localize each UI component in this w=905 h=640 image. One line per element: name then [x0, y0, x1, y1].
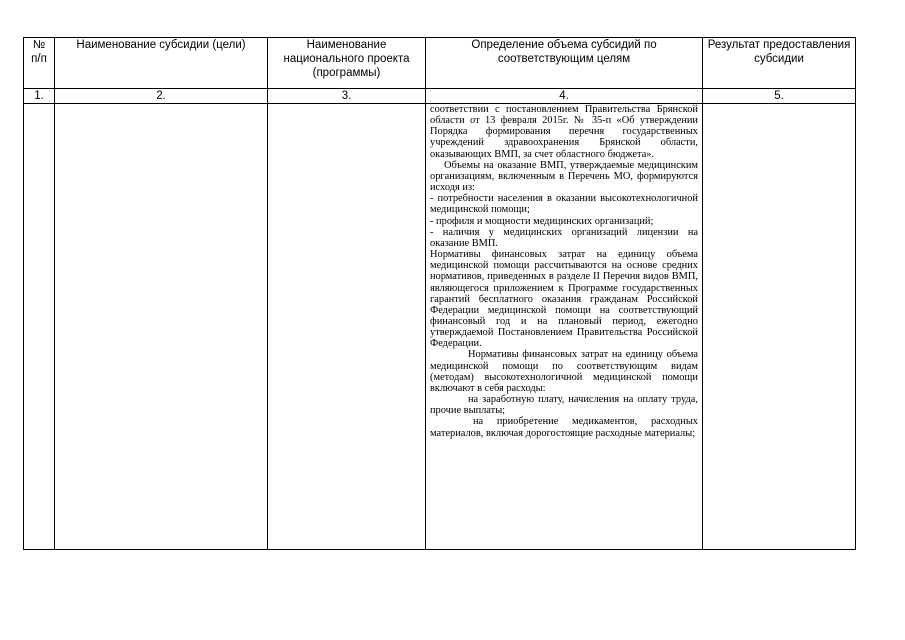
paragraph: - потребности населения в оказании высокотехнологичной медицинской помощи;	[430, 193, 698, 216]
column-number: 2.	[55, 89, 268, 104]
paragraph: Объемы на оказание ВМП, утверждаемые медицинским организациям, включенным в Перечень МО, формируются исходя из:	[430, 159, 698, 194]
column-number: 1.	[24, 89, 55, 104]
cell-volume-definition	[426, 104, 703, 550]
volume-definition-text	[430, 104, 698, 439]
header-national-project: Наименование национального проекта (программы)	[268, 38, 426, 89]
table-header-row	[24, 38, 856, 89]
cell-number	[24, 104, 55, 550]
header-number: № п/п	[24, 38, 55, 89]
column-number: 4.	[426, 89, 703, 104]
cell-result	[703, 104, 856, 550]
column-number: 5.	[703, 89, 856, 104]
subsidy-table	[23, 37, 856, 550]
column-number: 3.	[268, 89, 426, 104]
header-subsidy-name: Наименование субсидии (цели)	[55, 38, 268, 89]
header-volume-definition: Определение объема субсидий по соответствующим целям	[426, 38, 703, 89]
paragraph: соответствии с постановлением Правительства Брянской области от 13 февраля 2015г. № 35-п «Об утверждении Порядка формирования перечня государственных учреждений здравоохранения Брянской области, оказывающих ВМП, за счет областного бюджета».	[430, 104, 698, 160]
paragraph: - наличия у медицинских организаций лицензии на оказание ВМП.	[430, 226, 698, 249]
header-result: Результат предоставления субсидии	[703, 38, 856, 89]
paragraph: Нормативы финансовых затрат на единицу объема медицинской помощи по соответствующим видам (методам) высокотехнологичной медицинской помощи включают в себя расходы:	[430, 349, 698, 394]
paragraph: на заработную плату, начисления на оплату труда, прочие выплаты;	[430, 394, 698, 417]
table-row	[24, 104, 856, 550]
cell-subsidy-name	[55, 104, 268, 550]
cell-national-project	[268, 104, 426, 550]
paragraph: Нормативы финансовых затрат на единицу объема медицинской помощи рассчитываются на основе средних нормативов, приведенных в разделе II Перечня видов ВМП, являющегося приложением к Программе государственных гарантий бесплатного оказания гражданам Российской Федерации медицинской помощи на соответствующий финансовый год и на плановый период, ежегодно утверждаемой Постановлением Правительства Российской Федерации.	[430, 249, 698, 350]
paragraph: на приобретение медикаментов, расходных материалов, включая дорогостоящие расходные материалы;	[430, 416, 698, 439]
paragraph: - профиля и мощности медицинских организаций;	[430, 215, 654, 227]
column-number-row	[24, 89, 856, 104]
